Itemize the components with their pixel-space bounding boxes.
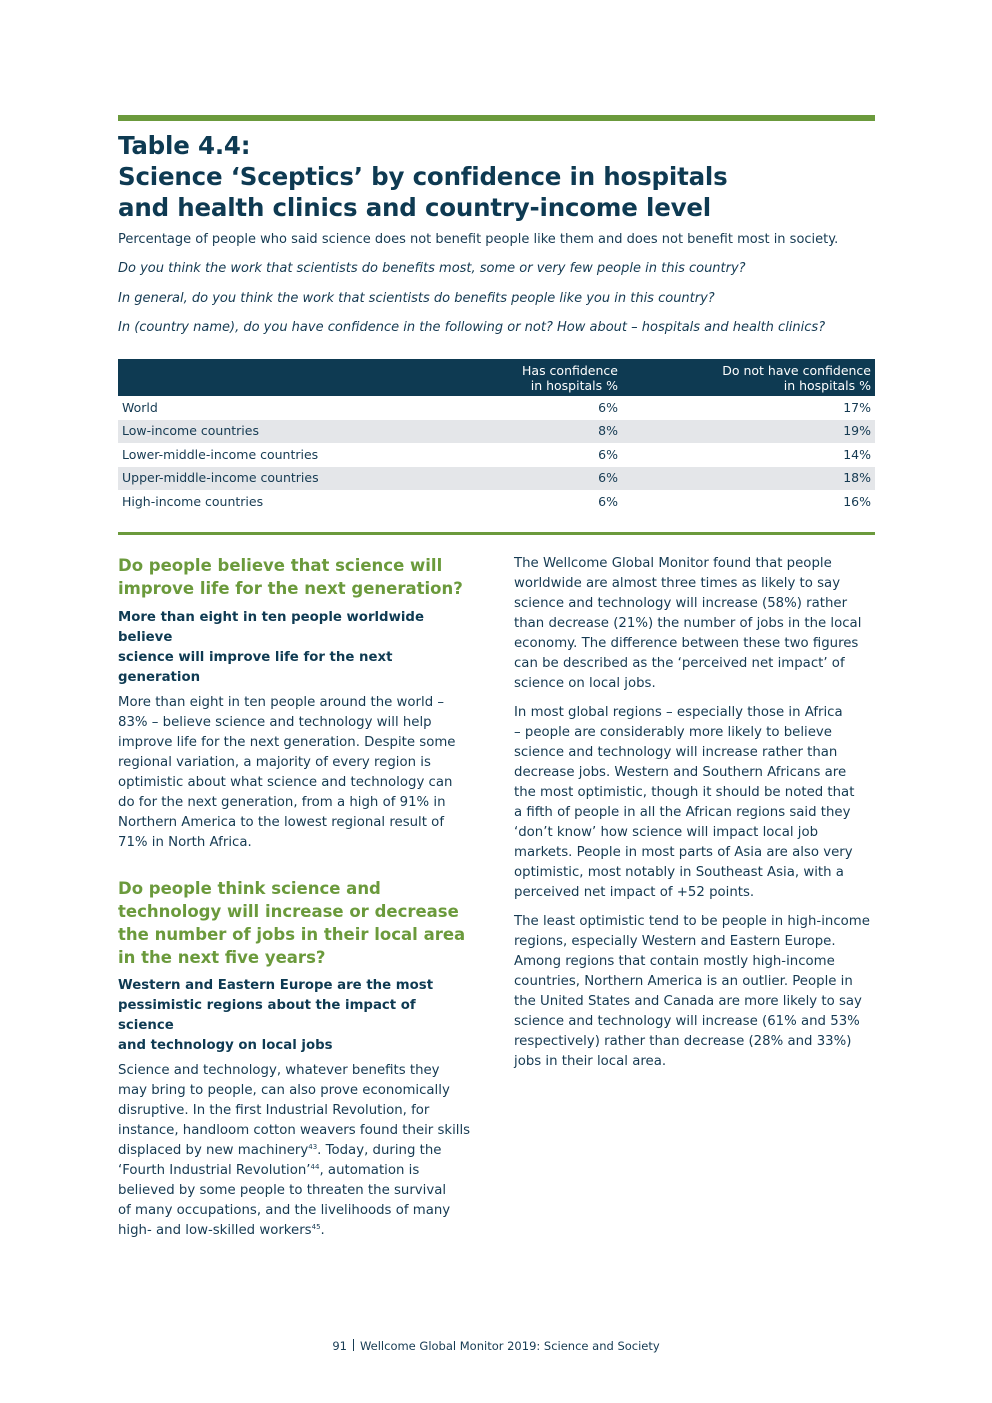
paragraph-high-income: The least optimistic tend to be people in high-income regions, especially Western and Eastern Europe. Among regions that contain mostly high-income countries, Northern America is an outlier. People in the United States and Canada are more likely to say science and technology will increase (61% and 53% respectively) rather than decrease (28% and 33%) jobs in their local area. xyxy=(514,914,870,1069)
cell-has: 6% xyxy=(598,446,618,462)
cell-not: 17% xyxy=(843,399,871,415)
table-row xyxy=(118,396,875,420)
paragraph-net-impact: The Wellcome Global Monitor found that people worldwide are almost three times as likely to say science and technology will increase (58%) rather than decrease (21%) the number of jobs in the local economy. The difference between these two figures can be described as the ‘perceived net impact’ of science on local jobs. xyxy=(514,556,862,691)
table-row xyxy=(118,490,875,514)
data-table xyxy=(118,359,875,514)
publication-title: Wellcome Global Monitor 2019: Science and Society xyxy=(359,1339,660,1353)
footnote-ref: 43 xyxy=(308,1143,318,1151)
paragraph-africa-asia: In most global regions – especially those in Africa – people are considerably more likely to believe science and technology will increase rather than decrease jobs. Western and Southern Africans are the most optimistic, though it should be noted that a fifth of people in all the African regions said they ‘don’t know’ how science will impact local job markets. People in most parts of Asia are also very optimistic, most notably in Southeast Asia, with a perceived net impact of +52 points. xyxy=(514,705,855,900)
section-heading-jobs: Do people think science and technology will increase or decrease the number of jobs in their local area in the next five years? xyxy=(118,879,466,967)
section-heading-science-future: Do people believe that science will improve life for the next generation? xyxy=(118,556,463,598)
top-rule xyxy=(118,115,875,121)
subheading-europe-pessimistic: Western and Eastern Europe are the most pessimistic regions about the impact of science and technology on local jobs xyxy=(118,978,434,1053)
page-footer xyxy=(0,1338,992,1354)
table-bottom-rule xyxy=(118,532,875,535)
row-label: World xyxy=(122,399,158,415)
cell-not: 14% xyxy=(843,446,871,462)
table-title xyxy=(118,130,875,223)
cell-not: 16% xyxy=(843,493,871,509)
question-2: In general, do you think the work that scientists do benefits people like you in this country? xyxy=(118,291,715,306)
table-header-row xyxy=(118,359,875,396)
cell-has: 8% xyxy=(476,420,622,444)
row-label: Low-income countries xyxy=(118,420,476,444)
cell-has: 6% xyxy=(598,493,618,509)
footnote-ref: 44 xyxy=(310,1163,320,1171)
title-line: and health clinics and country-income level xyxy=(118,193,711,222)
right-column xyxy=(514,554,875,1072)
paragraph-next-generation: More than eight in ten people around the world – 83% – believe science and technology will help improve life for the next generation. Despite some regional variation, a majority of every region is optimistic about what science and technology can do for the next generation, from a high of 91% in Northern America to the lowest regional result of 71% in North Africa. xyxy=(118,695,456,850)
question-3: In (country name), do you have confidence in the following or not? How about – hospitals and health clinics? xyxy=(118,320,826,335)
subheading-eight-in-ten: More than eight in ten people worldwide believe science will improve life for the next generation xyxy=(118,610,424,685)
row-label: High-income countries xyxy=(122,493,264,509)
header-blank xyxy=(118,359,476,396)
left-column xyxy=(118,554,475,1241)
table-row xyxy=(118,467,875,491)
footer-separator xyxy=(353,1339,354,1351)
row-label: Lower-middle-income countries xyxy=(122,446,319,462)
page-number: 91 xyxy=(332,1339,347,1353)
cell-has: 6% xyxy=(476,467,622,491)
table-row xyxy=(118,443,875,467)
header-no-confidence: Do not have confidence in hospitals % xyxy=(622,359,875,396)
paragraph-disruption: Science and technology, whatever benefits they may bring to people, can also prove economically disruptive. In the first Industrial Revolution, for instance, handloom cotton weavers found their skills displaced by new machinery$^{43}$. Today, during the ‘Fourth Industrial Revolution’$^{44}$, automation is believed by some people to threaten the survival of many occupations, and the livelihoods of many high- and low-skilled workers$^{45}$. xyxy=(118,1063,471,1238)
cell-has: 6% xyxy=(598,399,618,415)
question-1: Do you think the work that scientists do benefits most, some or very few people in this country? xyxy=(118,261,746,276)
cell-not: 18% xyxy=(622,467,875,491)
footnote-ref: 45 xyxy=(311,1223,321,1231)
header-has-confidence: Has confidence in hospitals % xyxy=(476,359,622,396)
table-row xyxy=(118,420,875,444)
title-line: Table 4.4: xyxy=(118,131,251,160)
cell-not: 19% xyxy=(622,420,875,444)
title-line: Science ‘Sceptics’ by confidence in hospitals xyxy=(118,162,728,191)
table-description: Percentage of people who said science does not benefit people like them and does not benefit most in society. xyxy=(118,232,839,247)
row-label: Upper-middle-income countries xyxy=(118,467,476,491)
